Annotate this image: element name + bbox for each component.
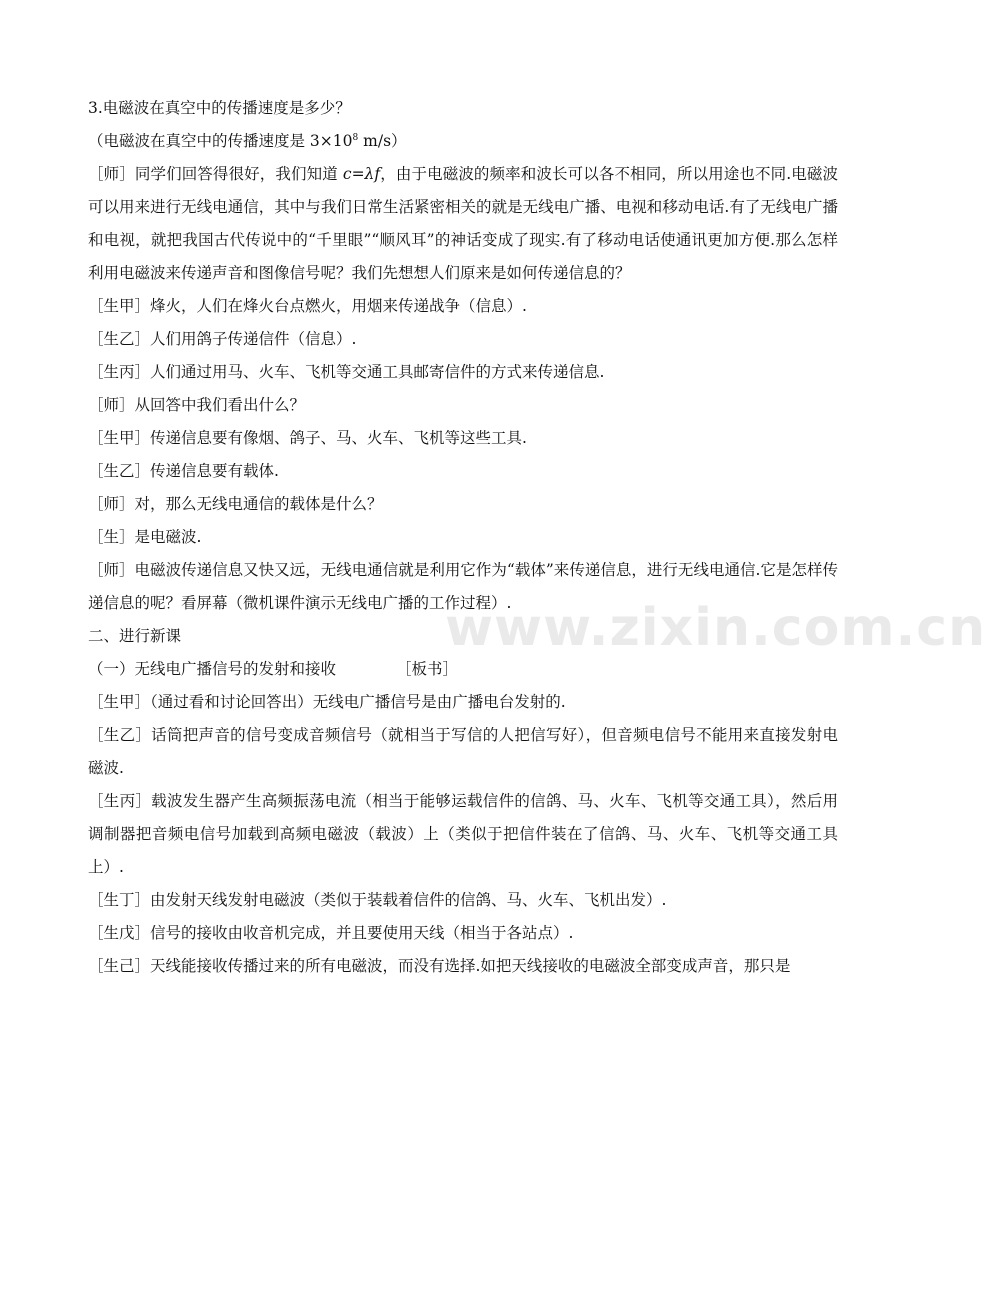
teacher-paragraph-4	[88, 554, 838, 620]
student-reply-12-text: ［生己］天线能接收传播过来的所有电磁波，而没有选择.如把天线接收的电磁波全部变成声音，那只是	[88, 957, 791, 975]
teacher-paragraph-1-lead: ［师］同学们回答得很好，我们知道	[88, 165, 343, 183]
student-reply-3-text: ［生丙］人们通过用马、火车、飞机等交通工具邮寄信件的方式来传递信息.	[88, 363, 605, 381]
student-reply-6-text: ［生］是电磁波.	[88, 528, 202, 546]
student-reply-4	[88, 422, 838, 455]
student-reply-7-text: ［生甲］（通过看和讨论回答出）无线电广播信号是由广播电台发射的.	[88, 693, 566, 711]
student-reply-3	[88, 356, 838, 389]
student-reply-7	[88, 686, 838, 719]
wave-formula: c=λf	[342, 165, 381, 183]
teacher-paragraph-1	[88, 158, 838, 290]
question-3-text: 3.电磁波在真空中的传播速度是多少？	[88, 99, 351, 117]
student-reply-11	[88, 917, 838, 950]
student-reply-9-text: ［生丙］载波发生器产生高频振荡电流（相当于能够运载信件的信鸽、马、火车、飞机等交通工具），然后用调制器把音频电信号加载到高频电磁波（载波）上（类似于把信件装在了信鸽、马、火车、飞机等交通工具上）.	[88, 792, 838, 876]
teacher-paragraph-4-text: ［师］电磁波传递信息又快又远，无线电通信就是利用它作为“载体”来传递信息，进行无线电通信.它是怎样传递信息的呢？看屏幕（微机课件演示无线电广播的工作过程）.	[88, 561, 838, 612]
student-reply-1	[88, 290, 838, 323]
answer-3-text-after: m/s）	[358, 132, 407, 150]
student-reply-2	[88, 323, 838, 356]
teacher-paragraph-3	[88, 488, 838, 521]
student-reply-5-text: ［生乙］传递信息要有载体.	[88, 462, 279, 480]
student-reply-11-text: ［生戊］信号的接收由收音机完成，并且要使用天线（相当于各站点）.	[88, 924, 574, 942]
subsection-heading-text: （一）无线电广播信号的发射和接收	[88, 660, 337, 678]
teacher-paragraph-1-text: ，由于电磁波的频率和波长可以各不相同，所以用途也不同.电磁波可以用来进行无线电通信，其中与我们日常生活紧密相关的就是无线电广播、电视和移动电话.有了无线电广播和电视，就把我国古代传说中的“千里眼”“顺风耳”的神话变成了现实.有了移动电话使通讯更加方便.那么怎样利用电磁波来传递声音和图像信号呢？我们先想想人们原来是如何传递信息的？	[88, 165, 838, 282]
student-reply-10-text: ［生丁］由发射天线发射电磁波（类似于装载着信件的信鸽、马、火车、飞机出发）.	[88, 891, 667, 909]
teacher-paragraph-2	[88, 389, 838, 422]
document-body	[88, 92, 838, 983]
student-reply-12	[88, 950, 838, 983]
student-reply-9	[88, 785, 838, 884]
student-reply-8	[88, 719, 838, 785]
answer-3	[88, 125, 838, 158]
student-reply-6	[88, 521, 838, 554]
board-note: ［板书］	[396, 660, 459, 678]
question-3	[88, 92, 838, 125]
teacher-paragraph-3-text: ［师］对，那么无线电通信的载体是什么？	[88, 495, 383, 513]
student-reply-1-text: ［生甲］烽火，人们在烽火台点燃火，用烟来传递战争（信息）.	[88, 297, 527, 315]
teacher-paragraph-2-text: ［师］从回答中我们看出什么？	[88, 396, 306, 414]
student-reply-2-text: ［生乙］人们用鸽子传递信件（信息）.	[88, 330, 357, 348]
student-reply-5	[88, 455, 838, 488]
answer-3-text-before: （电磁波在真空中的传播速度是 3×10	[88, 132, 353, 150]
section-heading-text: 二、进行新课	[88, 627, 182, 645]
subsection-heading	[88, 653, 838, 686]
student-reply-8-text: ［生乙］话筒把声音的信号变成音频信号（就相当于写信的人把信写好），但音频电信号不能用来直接发射电磁波.	[88, 726, 838, 777]
student-reply-10	[88, 884, 838, 917]
section-heading	[88, 620, 838, 653]
watermark: www.zixin.com.cn	[445, 598, 986, 658]
student-reply-4-text: ［生甲］传递信息要有像烟、鸽子、马、火车、飞机等这些工具.	[88, 429, 527, 447]
exponent: 8	[352, 132, 359, 143]
